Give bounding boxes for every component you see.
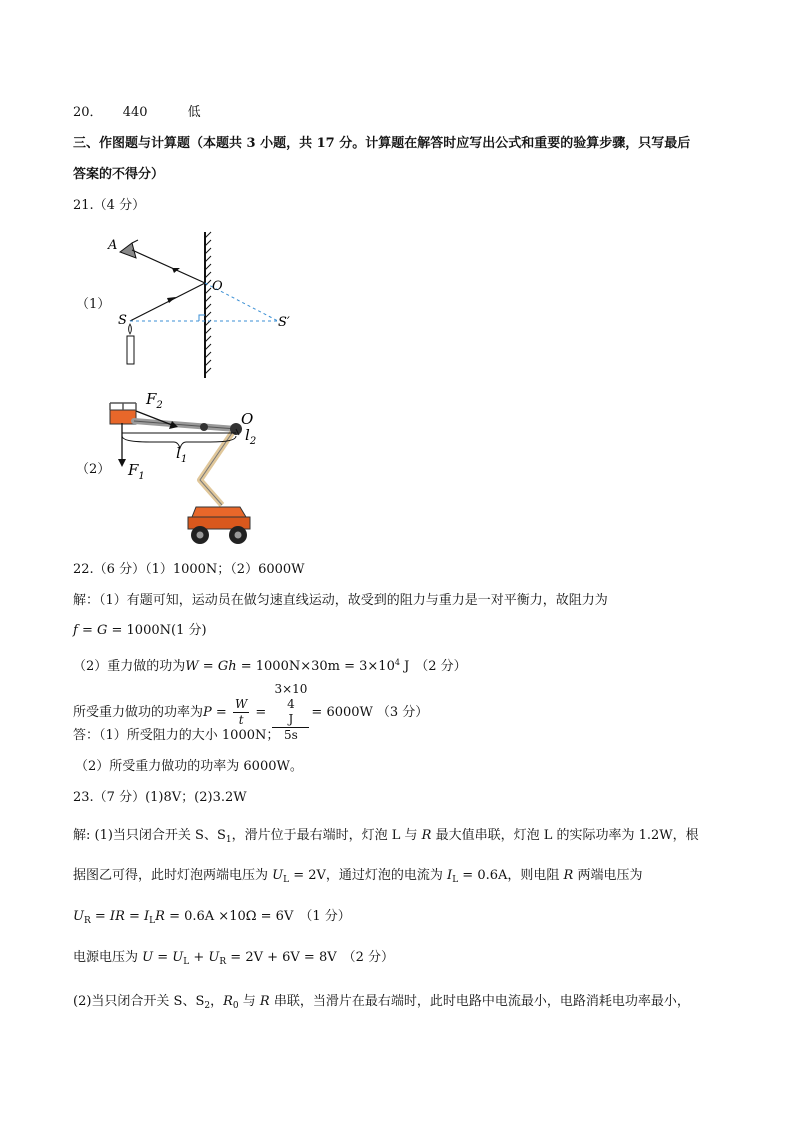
- point-O-label: O: [212, 279, 223, 294]
- point-S-label: S: [118, 313, 127, 328]
- candle-flame-icon: [129, 324, 132, 334]
- q22-answer-1: 答：（1）所受阻力的大小 1000N；: [73, 728, 280, 743]
- q23-solution-line-2: 据图乙可得，此时灯泡两端电压为 $U_L = 2V$，通过灯泡的电流为 $I_L = 0.6A$，则电阻 R 两端电压为: [73, 868, 643, 885]
- q23-equation-2: 电源电压为 $U = U_L + U_R = 2V + 6V = 8V$ （2 分）: [73, 950, 395, 967]
- answer-20-value-1: 440: [122, 105, 148, 120]
- q22-solution-line-1: 解：（1）有题可知，运动员在做匀速直线运动，故受到的阻力与重力是一对平衡力，故阻力为: [73, 593, 608, 608]
- q22-heading: 22.（6 分）（1）1000N；（2）6000W: [73, 562, 305, 577]
- aerial-lift-lever-diagram: [100, 385, 290, 550]
- point-S-prime-label: S′: [278, 315, 290, 330]
- F1-label: $F_1$: [128, 461, 145, 482]
- q22-answer-2: （2）所受重力做功的功率为 6000W。: [75, 759, 303, 774]
- candle-icon: [127, 336, 134, 364]
- q23-solution-line-3: (2)当只闭合开关 S、$S_2$，$R_0$ 与 R 串联，当滑片在最右端时，此时电路中电流最小，电路消耗电功率最小，: [73, 994, 690, 1011]
- F2-label: $F_2$: [146, 390, 163, 411]
- l1-label: $l_1$: [176, 444, 188, 465]
- mirror-reflection-diagram: [100, 228, 300, 380]
- l2-label: $l_2$: [245, 426, 257, 447]
- q22-equation-1: f = G = 1000N(1 分): [73, 623, 207, 638]
- q22-equation-2: （2）重力做的功为$W = Gh = 1000N\times 30m = 3\times 10^4$ J （2 分）: [73, 658, 467, 674]
- q23-solution-line-1: 解: (1)当只闭合开关 S、$S_1$，滑片位于最右端时，灯泡 L 与 R 最大值串联，灯泡 L 的实际功率为 1.2W，根: [73, 828, 699, 845]
- point-A-label: A: [108, 238, 118, 253]
- O-label: O: [241, 410, 254, 428]
- lift-lower-arm: [200, 433, 232, 505]
- section-heading-line-1: 三、作图题与计算题（本题共 3 小题，共 17 分。计算题在解答时应写出公式和重要的验算步骤，只写最后: [73, 136, 691, 151]
- q22-equation-3: 所受重力做功的功率为P = $\frac{W}{t}$ = 3×10 4 J 5s = 6000W （3 分）: [73, 682, 429, 742]
- lift-base: [192, 507, 246, 517]
- q21-part2-label: （2）: [76, 462, 111, 477]
- answer-20-value-2: 低: [187, 105, 201, 120]
- section-heading-line-2: 答案的不得分）: [73, 167, 165, 182]
- q23-heading: 23.（7 分）(1)8V；(2)3.2W: [73, 790, 247, 805]
- reflected-ray: [132, 250, 205, 283]
- answer-20: [73, 104, 201, 122]
- q21-part1-label: （1）: [76, 297, 111, 312]
- incident-ray: [130, 283, 205, 321]
- q21-heading: 21.（4 分）: [73, 198, 146, 213]
- q23-equation-1: $U_R$ = IR = $I_LR = 0.6A \times 10\Omega = 6V$ （1 分）: [73, 909, 351, 926]
- answer-20-number: 20．: [73, 105, 103, 120]
